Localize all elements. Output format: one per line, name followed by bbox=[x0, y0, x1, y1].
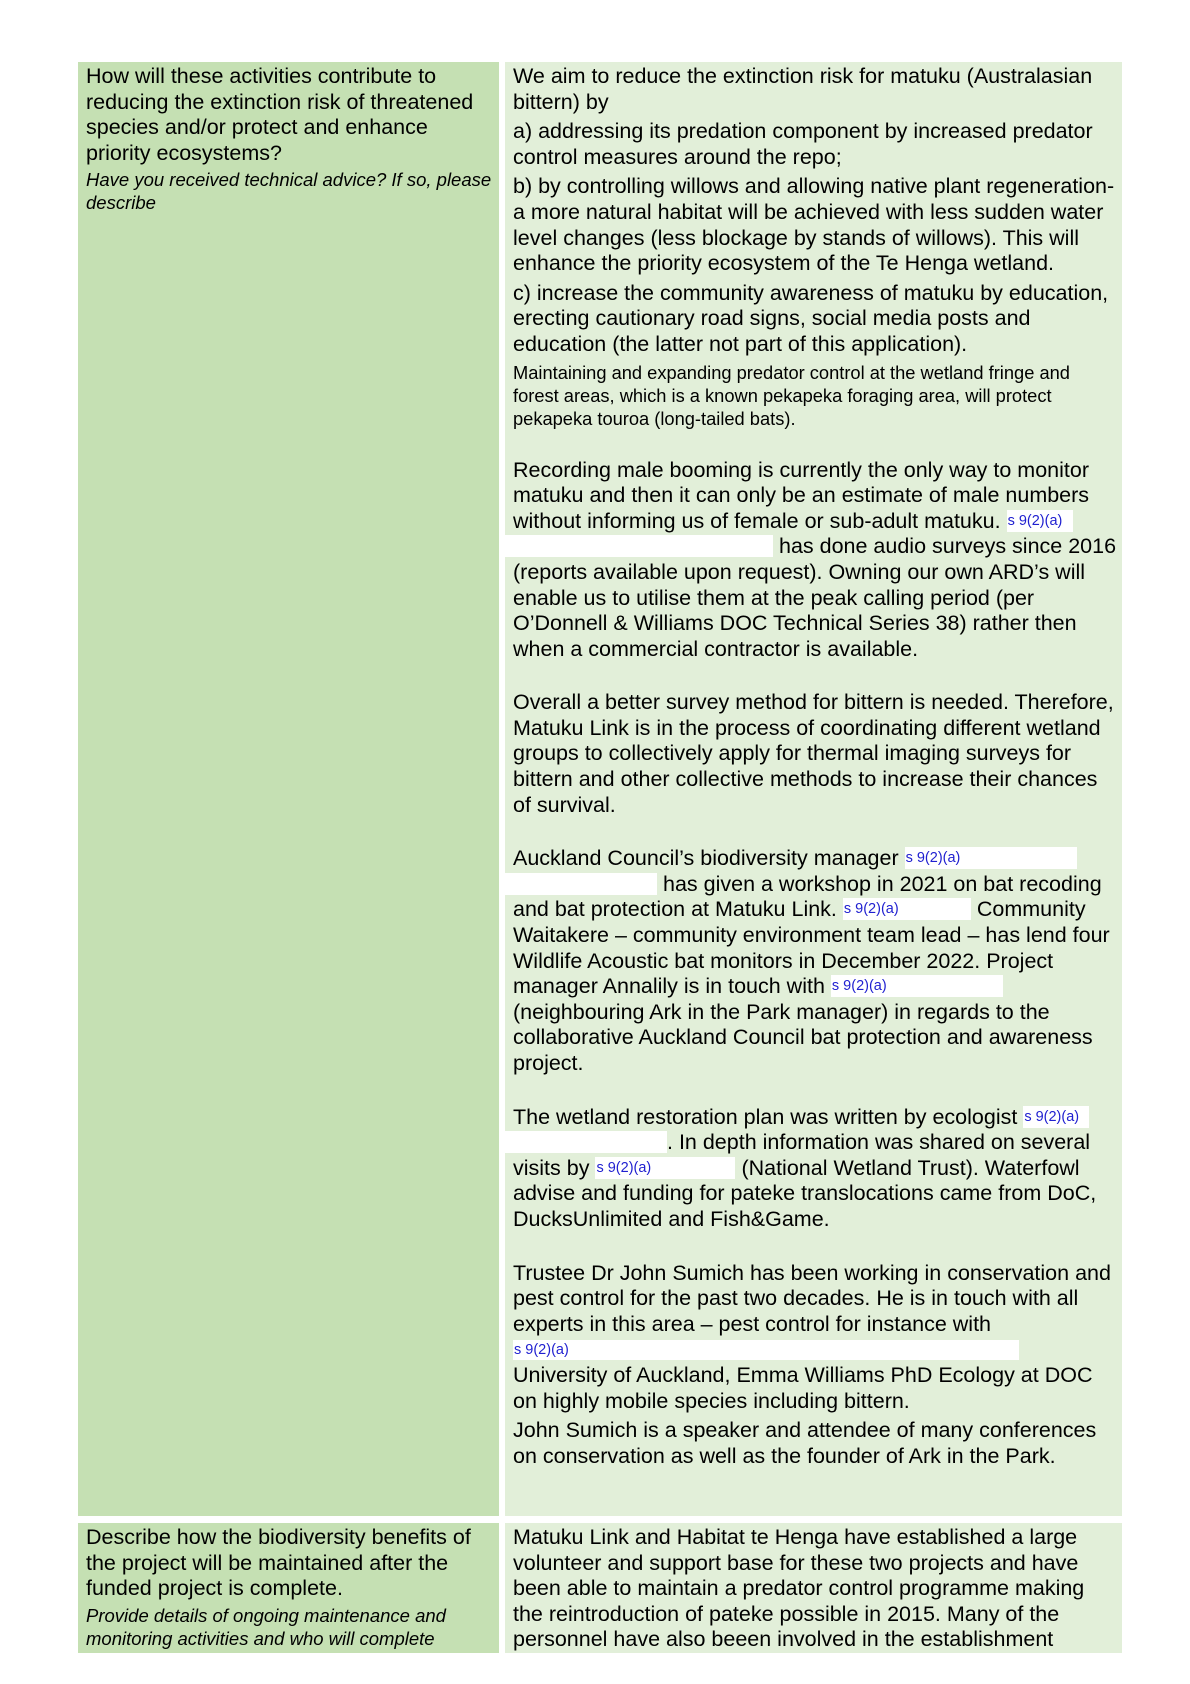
answer-paragraph: Overall a better survey method for bittern is needed. Therefore, Matuku Link is in the process of coordinating different wetland groups to collectively apply for thermal imaging surveys for bittern and other collective methods to increase their chances of survival. bbox=[513, 690, 1114, 817]
redaction-box bbox=[1007, 510, 1073, 532]
text-span: (neighbouring Ark in the Park manager) in regards to the collaborative Auckland Council bat protection and awareness project. bbox=[513, 999, 1093, 1075]
redaction-label: s 9(2)(a) bbox=[514, 1342, 569, 1359]
answer-paragraph: Matuku Link and Habitat te Henga have established a large volunteer and support base for these two projects and have been able to maintain a predator control programme making the reintroduction of pateke possible in 2015. Many of the personnel have also beeen involved in the establishment bbox=[513, 1525, 1085, 1652]
question-cell bbox=[78, 62, 499, 1516]
text-span: University of Auckland, Emma Williams PhD Ecology at DOC on highly mobile species including bittern. bbox=[513, 1362, 1093, 1413]
redaction-label: s 9(2)(a) bbox=[843, 901, 899, 918]
redaction-box bbox=[933, 975, 1003, 997]
answer-paragraph bbox=[513, 1261, 1118, 1415]
text-span: Trustee Dr John Sumich has been working in conservation and pest control for the past two decades. He is in touch with all experts in this area – pest control for instance with bbox=[513, 1260, 1111, 1336]
redaction-box bbox=[595, 1157, 735, 1179]
answer-paragraph: a) addressing its predation component by increased predator control measures around the repo; bbox=[513, 119, 1093, 169]
redaction-box bbox=[505, 535, 773, 557]
text-span: Community Waitakere – community environment team lead – has lend four Wildlife Acoustic bat monitors in December 2022. Project manager Annalily is in touch with bbox=[513, 897, 1110, 999]
question-text: Describe how the biodiversity benefits of the project will be maintained after the funded project is complete. bbox=[86, 1525, 471, 1601]
table-row-maintenance bbox=[78, 1523, 1122, 1653]
redaction-label: s 9(2)(a) bbox=[831, 978, 887, 995]
answer-paragraph: John Sumich is a speaker and attendee of many conferences on conservation as well as the founder of Ark in the Park. bbox=[513, 1418, 1097, 1468]
redaction-box bbox=[505, 873, 657, 895]
table-row-extinction-risk bbox=[78, 62, 1122, 1516]
answer-paragraph bbox=[513, 1105, 1118, 1233]
text-span: Auckland Council’s biodiversity manager bbox=[513, 846, 899, 871]
answer-paragraph bbox=[513, 458, 1118, 663]
redaction-box bbox=[905, 847, 1077, 869]
redaction-label: s 9(2)(a) bbox=[1007, 512, 1063, 529]
redaction-box bbox=[1023, 1106, 1089, 1128]
question-hint: Have you received technical advice? If so, please describe bbox=[86, 169, 492, 214]
redaction-box bbox=[505, 1131, 667, 1153]
redaction-label: s 9(2)(a) bbox=[1024, 1108, 1080, 1125]
text-span: has given a workshop in 2021 on bat recoding and bat protection at Matuku Link. bbox=[513, 871, 1102, 922]
redaction-box bbox=[831, 975, 935, 997]
text-span: Recording male booming is currently the only way to monitor matuku and then it can only be an estimate of male numbers without informing us of female or sub-adult matuku. bbox=[513, 457, 1090, 533]
text-span: has done audio surveys since 2016 (reports available upon request). Owning our own ARD’s will enable us to utilise them at the peak calling period (per O’Donnell & Williams DOC Technical Series 38) rather then when a commercial contractor is available. bbox=[513, 534, 1117, 661]
question-text: How will these activities contribute to reducing the extinction risk of threatened species and/or protect and enhance priority ecosystems? bbox=[86, 64, 474, 165]
question-cell bbox=[78, 1523, 499, 1653]
redaction-label: s 9(2)(a) bbox=[596, 1159, 652, 1176]
answer-paragraph bbox=[513, 846, 1118, 1076]
text-span: visits by bbox=[513, 1155, 590, 1180]
question-hint: Provide details of ongoing maintenance and monitoring activities and who will complete bbox=[86, 1604, 446, 1649]
text-span: (National Wetland Trust). Waterfowl advise and funding for pateke translocations came from DoC, DucksUnlimited and Fish&Game. bbox=[513, 1155, 1097, 1231]
answer-paragraph: We aim to reduce the extinction risk for matuku (Australasian bittern) by bbox=[513, 64, 1093, 114]
redaction-box bbox=[843, 898, 971, 920]
answer-cell bbox=[505, 1523, 1122, 1653]
redaction-label: s 9(2)(a) bbox=[905, 850, 961, 867]
answer-cell bbox=[505, 62, 1122, 1516]
answer-paragraph: c) increase the community awareness of matuku by education, erecting cautionary road signs, social media posts and education (the latter not part of this application). bbox=[513, 280, 1109, 356]
redaction-box bbox=[513, 1340, 1019, 1360]
answer-paragraph: b) by controlling willows and allowing native plant regeneration- a more natural habitat will be achieved with less sudden water level changes (less blockage by stands of willows). This will enhance the priority ecosystem of the Te Henga wetland. bbox=[513, 174, 1115, 276]
answer-paragraph: Maintaining and expanding predator control at the wetland fringe and forest areas, which is a known pekapeka foraging area, will protect pekapeka touroa (long-tailed bats). bbox=[513, 361, 1070, 429]
text-span: The wetland restoration plan was written by ecologist bbox=[513, 1104, 1018, 1129]
text-span: . In depth information was shared on several bbox=[667, 1130, 1091, 1155]
